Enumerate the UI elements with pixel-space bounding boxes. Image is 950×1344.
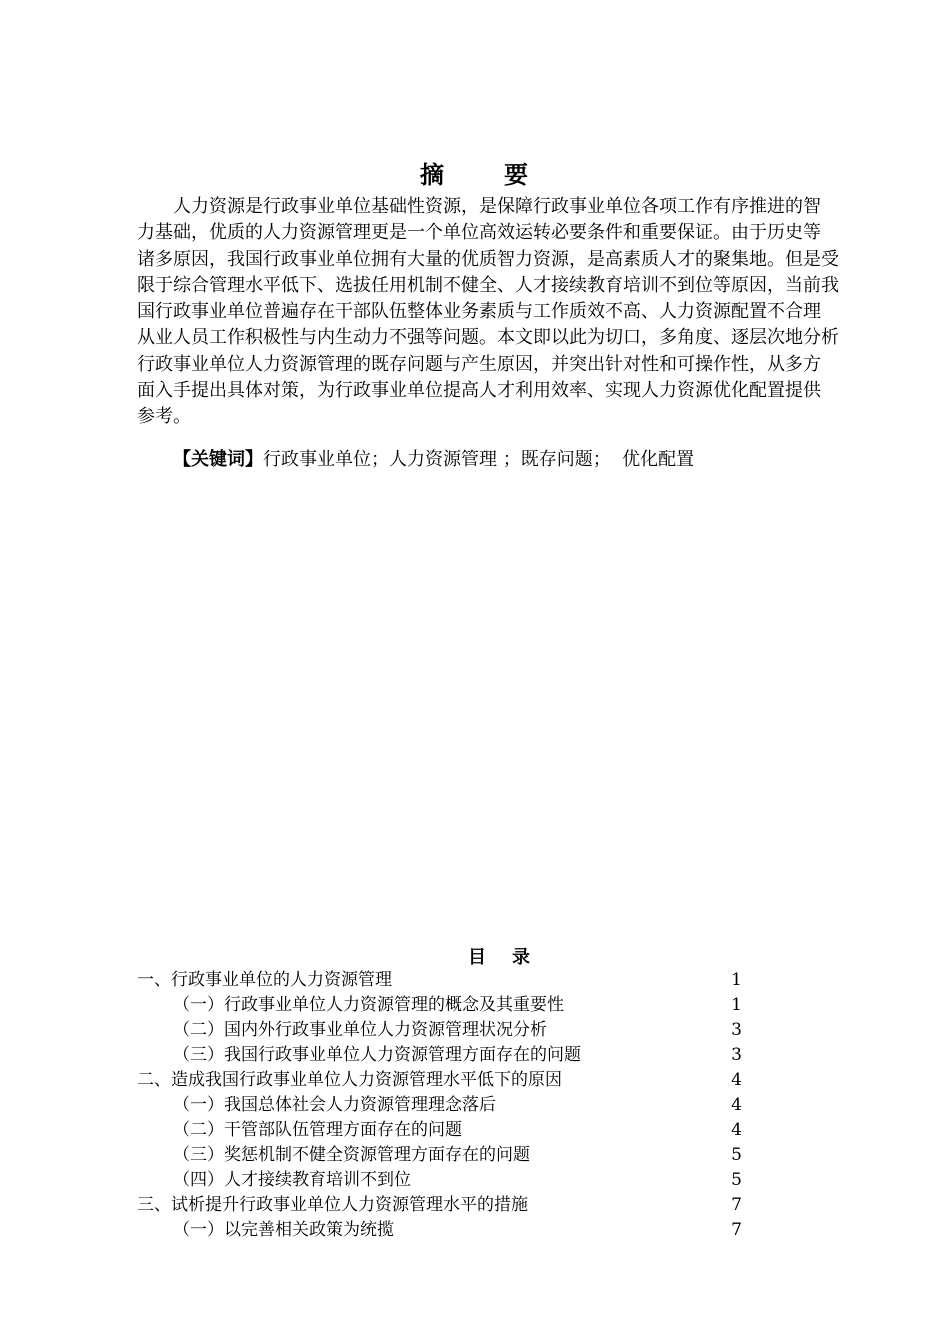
abstract-heading-right: 要 bbox=[504, 161, 530, 189]
abstract-line: 国行政事业单位普遍存在干部队伍整体业务素质与工作质效不高、人力资源配置不合理 bbox=[137, 301, 821, 323]
toc-entry-text: （四）人才接续教育培训不到位 bbox=[173, 1170, 411, 1190]
abstract-line: 从业人员工作积极性与内生动力不强等问题。本文即以此为切口，多角度、逐层次地分析 bbox=[137, 327, 839, 349]
toc-entry-text: （一）我国总体社会人力资源管理理念落后 bbox=[173, 1095, 496, 1115]
toc-entry[interactable] bbox=[137, 993, 742, 1018]
toc-entry[interactable] bbox=[137, 1068, 742, 1093]
abstract-line: 参考。 bbox=[137, 406, 191, 428]
keywords-text: 行政事业单位；人力资源管理 ；既存问题； 优化配置 bbox=[263, 449, 695, 470]
toc-entry[interactable] bbox=[137, 1168, 742, 1193]
toc-entry-page: 7 bbox=[731, 1220, 742, 1240]
abstract-line: 行政事业单位人力资源管理的既存问题与产生原因，并突出针对性和可操作性，从多方 bbox=[137, 353, 821, 375]
toc-entry-text: 一、行政事业单位的人力资源管理 bbox=[137, 970, 392, 990]
toc-entry-text: （二）干管部队伍管理方面存在的问题 bbox=[173, 1120, 462, 1140]
keywords-line bbox=[173, 447, 694, 473]
toc-entry-page: 5 bbox=[731, 1170, 742, 1190]
toc-entry-page: 4 bbox=[731, 1120, 742, 1140]
toc-entry-text: （一）以完善相关政策为统揽 bbox=[173, 1220, 394, 1240]
toc-entry-page: 3 bbox=[731, 1045, 742, 1065]
table-of-contents bbox=[137, 968, 742, 1243]
toc-entry-page: 1 bbox=[731, 970, 742, 990]
toc-entry[interactable] bbox=[137, 968, 742, 993]
abstract-line: 限于综合管理水平低下、选拔任用机制不健全、人才接续教育培训不到位等原因，当前我 bbox=[137, 274, 839, 296]
toc-entry-text: （二）国内外行政事业单位人力资源管理状况分析 bbox=[173, 1020, 547, 1040]
abstract-body bbox=[137, 194, 863, 431]
toc-entry-page: 7 bbox=[731, 1195, 742, 1215]
toc-entry-page: 1 bbox=[731, 995, 742, 1015]
abstract-line: 人力资源是行政事业单位基础性资源，是保障行政事业单位各项工作有序推进的智 bbox=[137, 196, 821, 217]
toc-entry[interactable] bbox=[137, 1018, 742, 1043]
abstract-line: 诸多原因，我国行政事业单位拥有大量的优质智力资源，是高素质人才的聚集地。但是受 bbox=[137, 248, 839, 270]
toc-entry[interactable] bbox=[137, 1193, 742, 1218]
toc-heading-left: 目 bbox=[468, 947, 486, 968]
toc-entry[interactable] bbox=[137, 1043, 742, 1068]
toc-entry-text: （三）奖惩机制不健全资源管理方面存在的问题 bbox=[173, 1145, 530, 1165]
abstract-heading-left: 摘 bbox=[420, 161, 446, 189]
abstract-heading bbox=[0, 155, 950, 190]
toc-entry-text: （三）我国行政事业单位人力资源管理方面存在的问题 bbox=[173, 1045, 581, 1065]
toc-entry-page: 5 bbox=[731, 1145, 742, 1165]
toc-entry[interactable] bbox=[137, 1218, 742, 1243]
toc-entry-page: 3 bbox=[731, 1020, 742, 1040]
toc-heading-right: 录 bbox=[512, 947, 530, 968]
toc-entry-page: 4 bbox=[731, 1095, 742, 1115]
abstract-line: 面入手提出具体对策，为行政事业单位提高人才利用效率、实现人力资源优化配置提供 bbox=[137, 380, 821, 402]
toc-entry[interactable] bbox=[137, 1118, 742, 1143]
toc-entry-text: （一）行政事业单位人力资源管理的概念及其重要性 bbox=[173, 995, 564, 1015]
toc-entry-text: 二、造成我国行政事业单位人力资源管理水平低下的原因 bbox=[137, 1070, 562, 1090]
toc-entry[interactable] bbox=[137, 1143, 742, 1168]
toc-heading bbox=[0, 943, 950, 969]
toc-entry-text: 三、试析提升行政事业单位人力资源管理水平的措施 bbox=[137, 1195, 528, 1215]
toc-entry[interactable] bbox=[137, 1093, 742, 1118]
abstract-line: 力基础，优质的人力资源管理更是一个单位高效运转必要条件和重要保证。由于历史等 bbox=[137, 222, 821, 244]
toc-entry-page: 4 bbox=[731, 1070, 742, 1090]
keywords-label: 【关键词】 bbox=[173, 449, 263, 470]
